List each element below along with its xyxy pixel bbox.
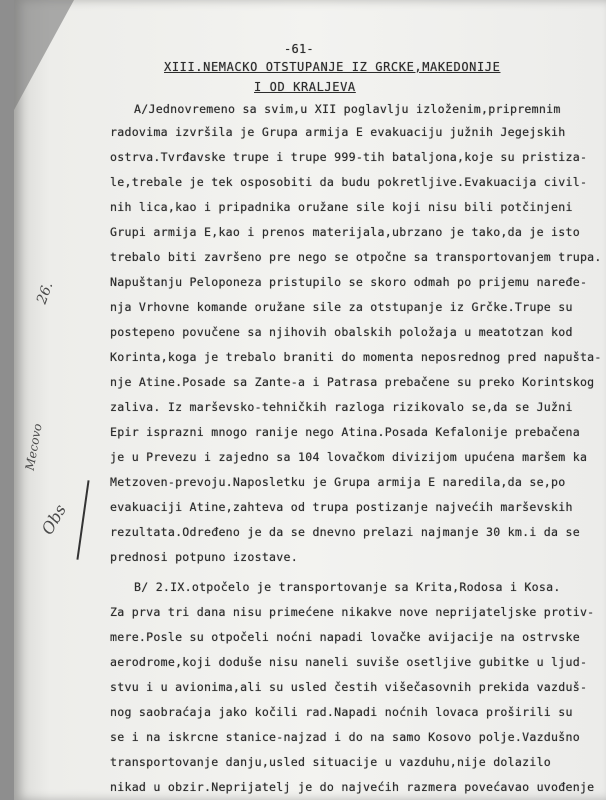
section-a-line: zaliva. Iz marševsko-tehničkih razloga rizikovalo se,da se Južni	[110, 400, 573, 414]
section-b-line: Za prva tri dana nisu primećene nikakve nove neprijateljske protiv-	[110, 605, 595, 619]
section-a-line: nje Atine.Posade sa Zante-a i Patrasa prebačene su preko Korintskog	[110, 375, 595, 389]
chapter-title-line-1: XIII.NEMACKO OTSTUPANJE IZ GRCKE,MAKEDONIJE	[164, 60, 501, 74]
section-a-line: nja Vrhovne komande oružane sile za otstupanje iz Grčke.Trupe su	[110, 300, 573, 314]
section-a-line: prednosi potpuno izostave.	[110, 550, 298, 564]
section-a-line: nih lica,kao i pripadnika oružane sile koji nisu bili potčinjeni	[110, 200, 573, 214]
section-a-line: ostrva.Tvrđavske trupe i trupe 999-tih bataljona,koje su pristiza-	[110, 150, 588, 164]
section-a-line: trebalo biti završeno pre nego se otpočne sa transportovanjem trupa.	[110, 250, 602, 264]
section-a-line: evakuaciji Atine,zahteva od trupa postizanje najvećih marševskih	[110, 500, 573, 514]
section-b-line: stvu i u avionima,ali su usled čestih višečasovnih prekida vazduš-	[110, 680, 588, 694]
margin-note-mecovo: Mecovo	[22, 422, 45, 472]
section-a-line: Metzoven-prevoju.Naposletku je Grupa armija E naredila,da se,po	[110, 475, 566, 489]
chapter-title-line-2: I OD KRALJEVA	[254, 80, 356, 94]
section-b-line: mere.Posle su otpočeli noćni napadi lovačke avijacije na ostrvske	[110, 630, 580, 644]
section-b-line: nikad u obzir.Neprijatelj je do najvećih razmera povećavao uvođenje	[110, 780, 595, 794]
section-b-line: transportovanje danju,usled situacije u vazduhu,nije dolazilo	[110, 755, 552, 769]
section-a-line: Grupi armija E,kao i prenos materijala,ubrzano je tako,da je isto	[110, 225, 580, 239]
section-a-line: A/Jednovremeno sa svim,u XII poglavlju izloženim,pripremnim	[134, 102, 561, 116]
section-a-line: Korinta,koga je trebalo braniti do momenta neposrednog pred napušta-	[110, 350, 602, 364]
section-a-line: Epir isprazni mnogo ranije nego Atina.Posada Kefalonije prebačena	[110, 425, 580, 439]
margin-note-obs: Obs	[37, 501, 70, 538]
section-b-line: se i na iskrcne stanice-najzad i do na samo Kosovo polje.Vazdušno	[110, 730, 580, 744]
section-b-line: nog saobraćaja jako kočili rad.Napadi noćnih lovaca proširili su	[110, 705, 573, 719]
section-b-line: B/ 2.IX.otpočelo je transportovanje sa Krita,Rodosa i Kosa.	[134, 580, 561, 594]
section-a-line: le,trebale je tek osposobiti da budu pokretljive.Evakuacija civil-	[110, 175, 588, 189]
section-a-line: postepeno povučene sa njihovih obalskih položaja u meatotzan kod	[110, 325, 573, 339]
page-number: -61-	[284, 42, 314, 56]
section-a-line: je u Prevezu i zajedno sa 104 lovačkom divizijom upućena maršem ka	[110, 450, 588, 464]
section-a-line: Napuštanju Peloponeza pristupilo se skoro odmah po prijemu naređe-	[110, 275, 588, 289]
document-page	[14, 0, 606, 800]
margin-bracket-mark	[76, 480, 89, 559]
scan-corner-shadow	[14, 0, 74, 110]
section-b-line: aerodrome,koji doduše nisu naneli suviše osetljive gubitke u ljud-	[110, 655, 588, 669]
section-a-line: rezultata.Određeno je da se dnevno prelazi najmanje 30 km.i da se	[110, 525, 580, 539]
section-a-line: radovima izvršila je Grupa armija E evakuaciju južnih Jegejskih	[110, 125, 566, 139]
margin-note-26: 26.	[33, 279, 57, 307]
